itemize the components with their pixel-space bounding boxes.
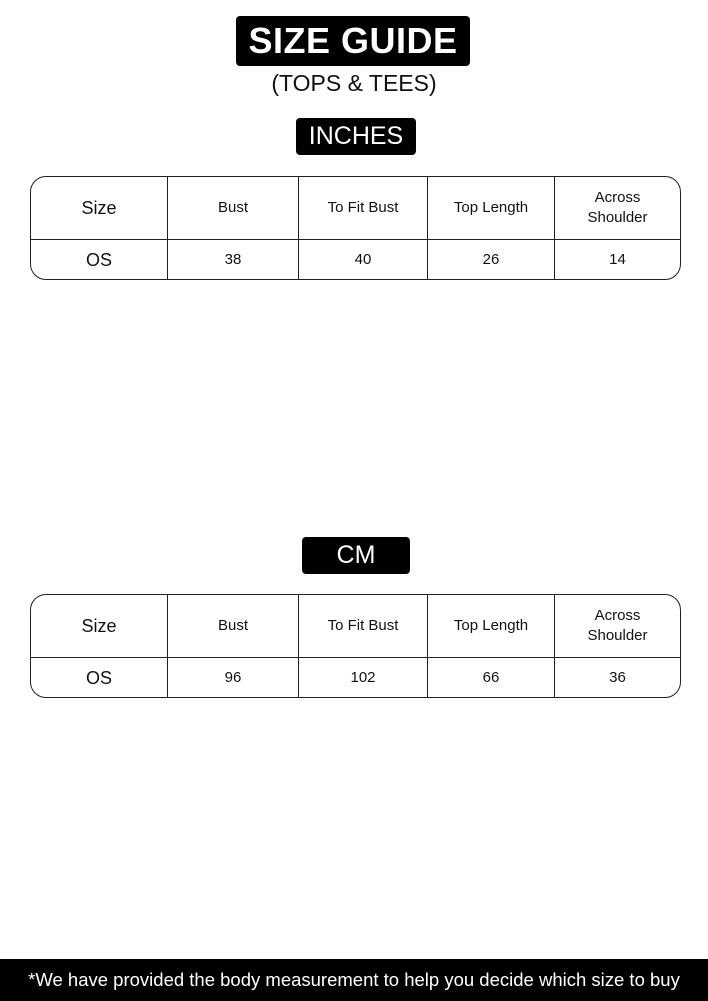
size-guide-title: SIZE GUIDE bbox=[236, 16, 470, 66]
column-header-size: Size bbox=[31, 595, 168, 657]
across-shoulder-cell: 36 bbox=[609, 668, 626, 686]
measurement-disclaimer: *We have provided the body measurement to help you decide which size to buy bbox=[0, 959, 708, 1001]
column-header-bust: Bust bbox=[168, 177, 299, 239]
inches-unit-label: INCHES bbox=[296, 118, 416, 155]
top-length-cell: 26 bbox=[428, 240, 555, 279]
bust-cell: 96 bbox=[168, 658, 299, 697]
column-header-to-fit-bust: To Fit Bust bbox=[299, 177, 428, 239]
top-length-cell: 66 bbox=[428, 658, 555, 697]
size-cell: OS bbox=[31, 240, 168, 279]
table-row bbox=[31, 658, 680, 697]
inches-size-table bbox=[30, 176, 681, 280]
column-header-bust: Bust bbox=[168, 595, 299, 657]
table-header-row bbox=[31, 595, 680, 658]
category-subtitle: (TOPS & TEES) bbox=[271, 70, 437, 96]
table-row bbox=[31, 240, 680, 279]
across-shoulder-cell: 14 bbox=[609, 250, 626, 268]
column-header-top-length: Top Length bbox=[428, 177, 555, 239]
to-fit-bust-cell: 102 bbox=[299, 658, 428, 697]
column-header-across-shoulder bbox=[555, 177, 680, 239]
column-header-top-length: Top Length bbox=[428, 595, 555, 657]
across-shoulder-label: Across Shoulder bbox=[587, 189, 648, 226]
cm-unit-label: CM bbox=[302, 537, 410, 574]
cm-size-table bbox=[30, 594, 681, 698]
size-cell: OS bbox=[31, 658, 168, 697]
bust-cell: 38 bbox=[168, 240, 299, 279]
column-header-size: Size bbox=[31, 177, 168, 239]
across-shoulder-label: Across Shoulder bbox=[587, 607, 648, 644]
column-header-to-fit-bust: To Fit Bust bbox=[299, 595, 428, 657]
column-header-across-shoulder bbox=[555, 595, 680, 657]
table-header-row bbox=[31, 177, 680, 240]
to-fit-bust-cell: 40 bbox=[299, 240, 428, 279]
